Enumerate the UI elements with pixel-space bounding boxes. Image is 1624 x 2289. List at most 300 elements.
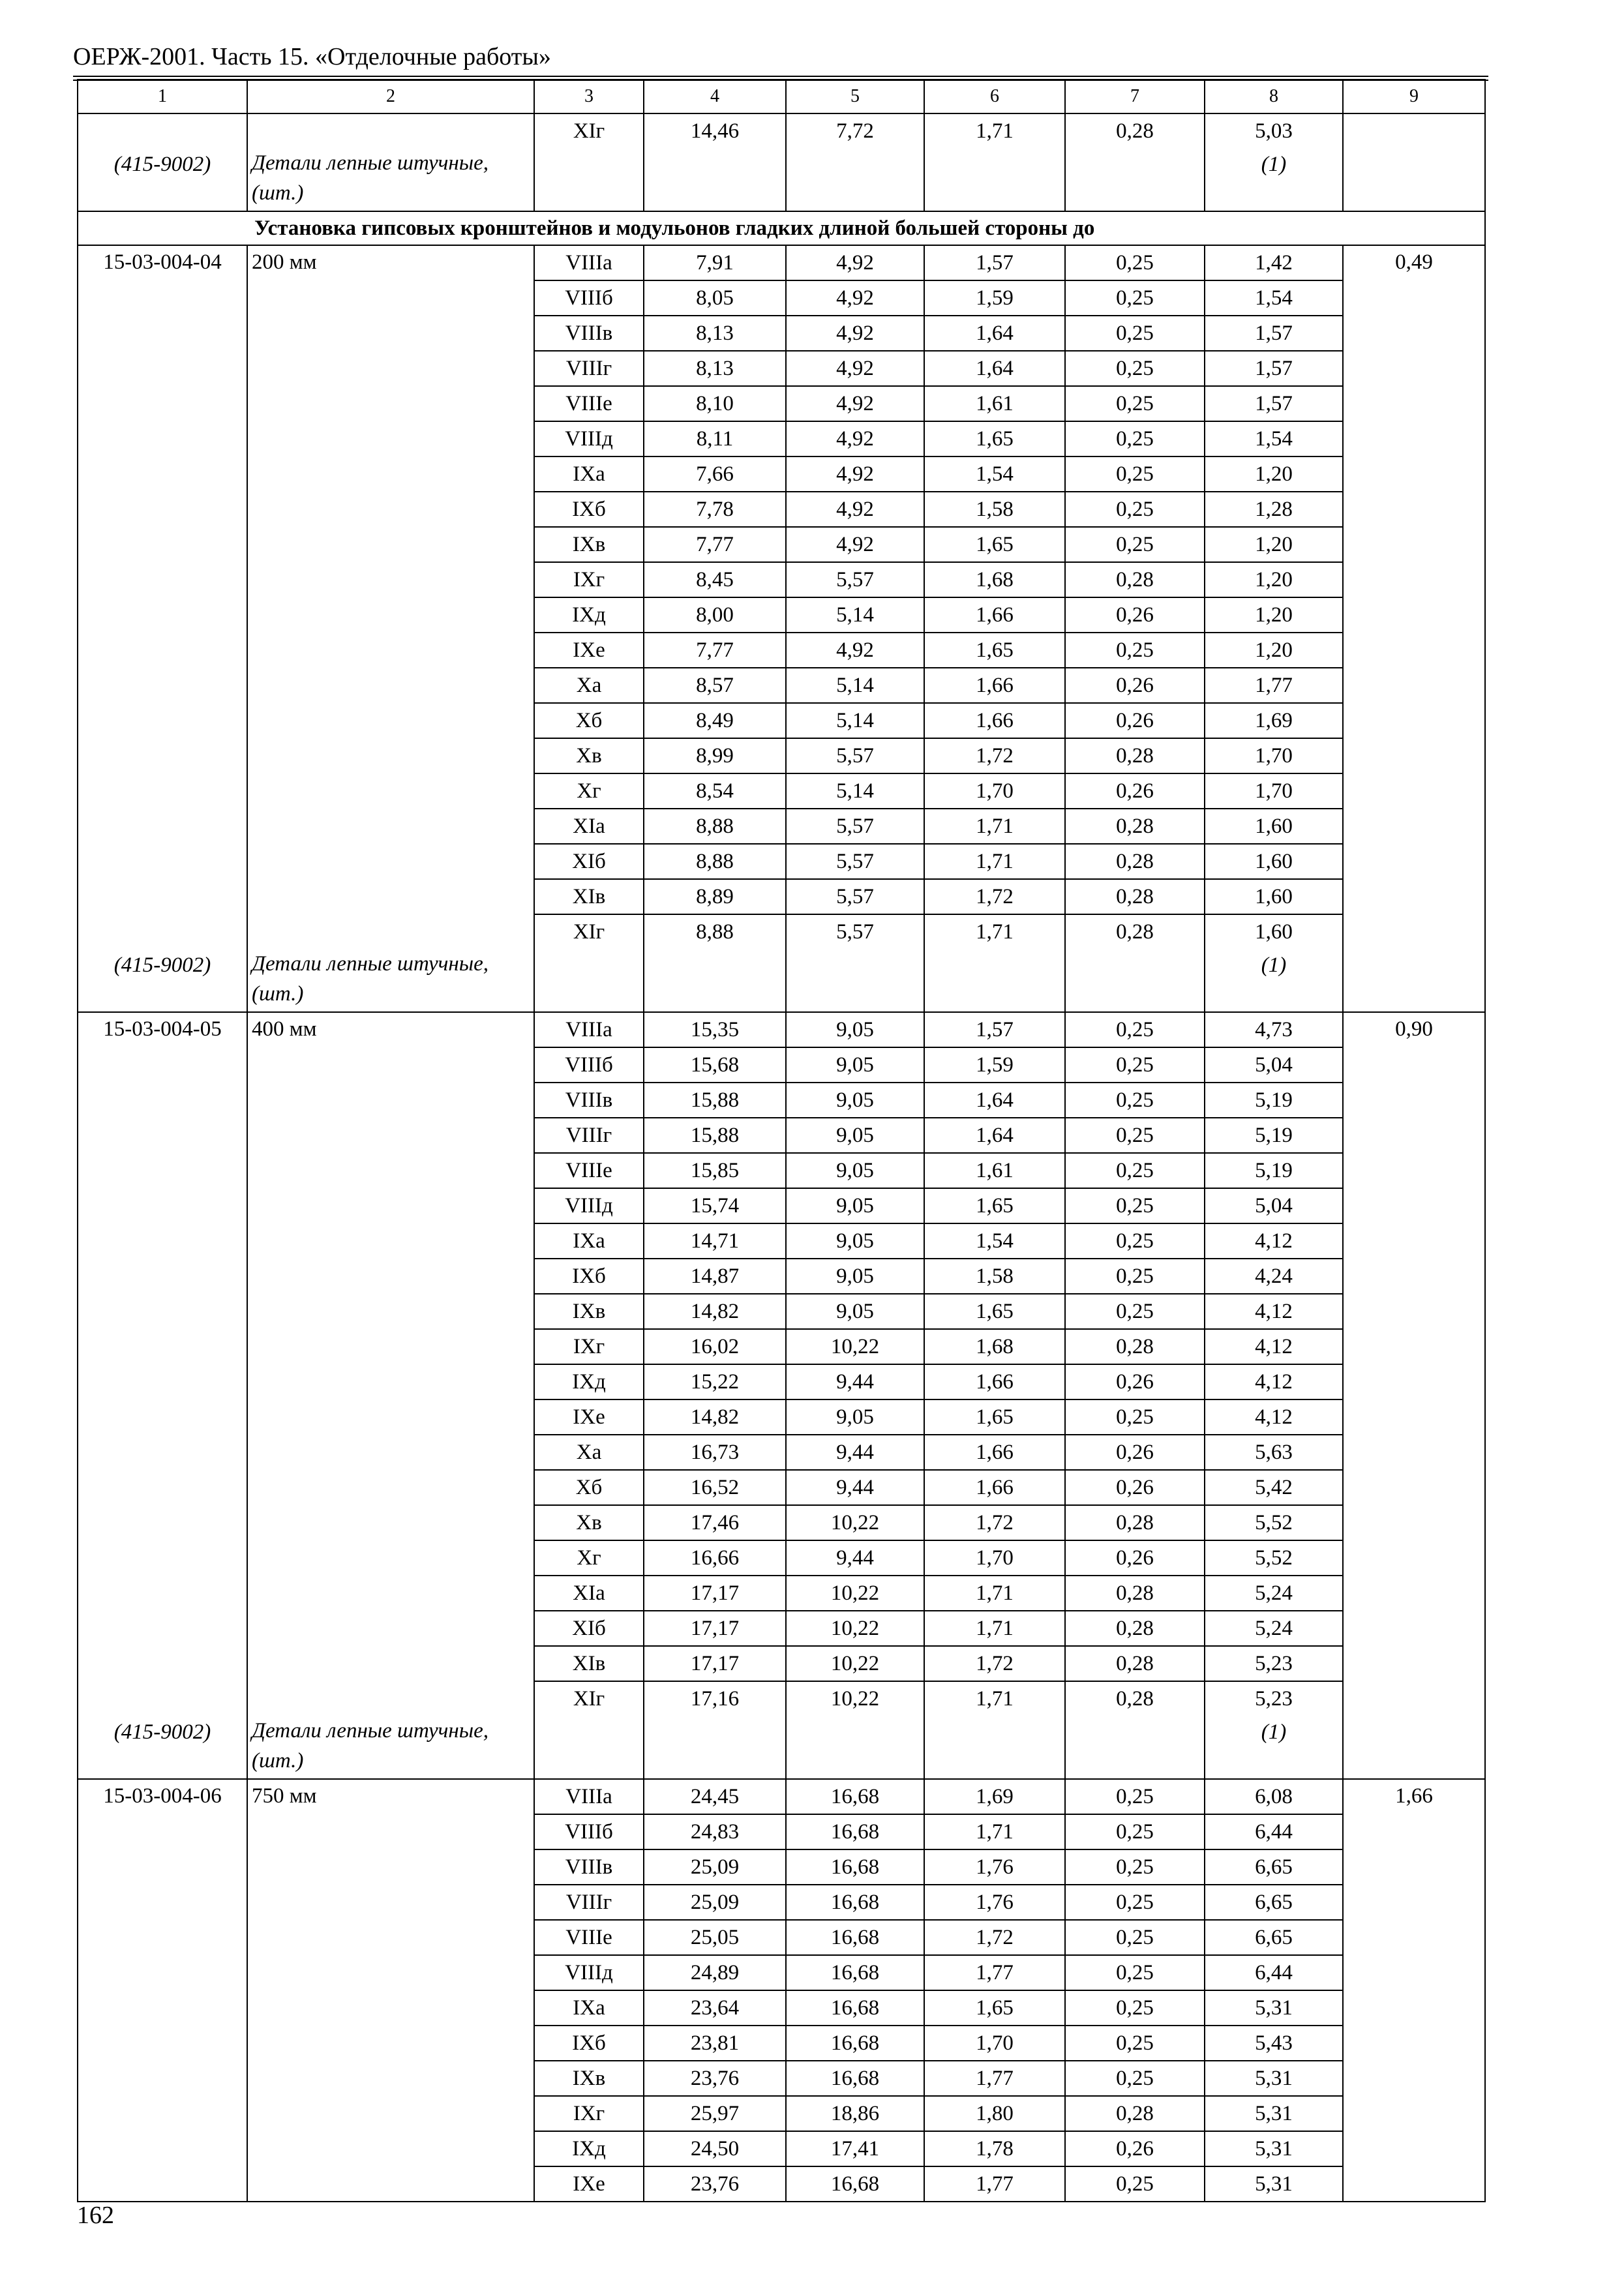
value-cell-7: 0,25 xyxy=(1065,492,1205,527)
value-cell-4: 25,97 xyxy=(644,2096,786,2131)
value-cell-7: 0,25 xyxy=(1065,1779,1205,1814)
column-number-row xyxy=(78,80,1485,113)
value-cell-7: 0,25 xyxy=(1065,1012,1205,1047)
value-cell-5: 5,57 xyxy=(786,914,924,949)
column-9-cell xyxy=(1343,703,1485,738)
value-cell-8: 5,31 xyxy=(1205,2096,1343,2131)
resource-note-row xyxy=(78,148,1485,211)
value-cell-8: 5,19 xyxy=(1205,1153,1343,1188)
value-cell-5: 10,22 xyxy=(786,1576,924,1611)
value-cell-7: 0,25 xyxy=(1065,1188,1205,1223)
table-row xyxy=(78,245,1485,280)
value-cell-5: 4,92 xyxy=(786,280,924,316)
value-cell-6: 1,71 xyxy=(924,914,1065,949)
value-cell-4: 8,05 xyxy=(644,280,786,316)
value-cell-6: 1,65 xyxy=(924,1399,1065,1435)
desc-cell xyxy=(247,1920,534,1955)
norm-description: 750 мм xyxy=(247,1779,534,1814)
value-cell-8: 6,65 xyxy=(1205,1885,1343,1920)
table-row xyxy=(78,879,1485,914)
zone-cell: Xб xyxy=(534,1470,644,1505)
value-cell-8: 1,57 xyxy=(1205,386,1343,421)
zone-cell: XIa xyxy=(534,1576,644,1611)
header-rule xyxy=(73,76,1488,77)
table-row xyxy=(78,1435,1485,1470)
desc-cell xyxy=(247,492,534,527)
value-cell-8: 5,04 xyxy=(1205,1188,1343,1223)
norm-code: 15-03-004-04 xyxy=(78,245,247,280)
table-row xyxy=(78,351,1485,386)
value-cell-6: 1,59 xyxy=(924,280,1065,316)
table-row xyxy=(78,1920,1485,1955)
table-row xyxy=(78,1955,1485,1990)
code-cell xyxy=(78,386,247,421)
table-row xyxy=(78,844,1485,879)
value-cell-8: 1,70 xyxy=(1205,738,1343,773)
desc-cell xyxy=(247,351,534,386)
value-cell-7: 0,25 xyxy=(1065,1259,1205,1294)
zone-cell: IXa xyxy=(534,1990,644,2026)
desc-cell xyxy=(247,280,534,316)
code-cell xyxy=(78,1990,247,2026)
value-cell-6: 1,78 xyxy=(924,2131,1065,2166)
zone-cell: VIIIг xyxy=(534,1885,644,1920)
table-row xyxy=(78,2096,1485,2131)
value-cell-4: 15,85 xyxy=(644,1153,786,1188)
empty-cell xyxy=(924,1716,1065,1779)
desc-cell xyxy=(247,1435,534,1470)
value-cell-5: 10,22 xyxy=(786,1329,924,1364)
table-row xyxy=(78,1118,1485,1153)
value-cell-6: 1,58 xyxy=(924,492,1065,527)
value-cell-4: 25,05 xyxy=(644,1920,786,1955)
value-cell-5: 5,57 xyxy=(786,809,924,844)
zone-cell: VIIIд xyxy=(534,421,644,456)
value-cell-5: 9,05 xyxy=(786,1083,924,1118)
column-9-cell xyxy=(1343,1294,1485,1329)
code-cell xyxy=(78,1470,247,1505)
table-row xyxy=(78,668,1485,703)
zone-cell: XIa xyxy=(534,809,644,844)
value-cell-5: 4,92 xyxy=(786,456,924,492)
value-cell-6: 1,72 xyxy=(924,1646,1065,1681)
column-9-cell xyxy=(1343,1223,1485,1259)
zone-cell: XIб xyxy=(534,844,644,879)
zone-cell: IXe xyxy=(534,1399,644,1435)
table-row xyxy=(78,1646,1485,1681)
column-9-cell xyxy=(1343,844,1485,879)
table-row xyxy=(78,1885,1485,1920)
code-cell xyxy=(78,1955,247,1990)
zone-cell: VIIIб xyxy=(534,280,644,316)
page-header xyxy=(73,39,1488,74)
desc-cell xyxy=(247,1294,534,1329)
desc-cell xyxy=(247,386,534,421)
zone-cell: Xг xyxy=(534,1540,644,1576)
column-9-cell xyxy=(1343,2166,1485,2202)
desc-cell xyxy=(247,738,534,773)
table-row xyxy=(78,316,1485,351)
value-cell-4: 14,46 xyxy=(644,113,786,148)
desc-cell xyxy=(247,1885,534,1920)
column-9-cell xyxy=(1343,2096,1485,2131)
value-cell-4: 24,45 xyxy=(644,1779,786,1814)
value-cell-4: 14,82 xyxy=(644,1294,786,1329)
desc-cell xyxy=(247,773,534,809)
value-cell-4: 16,02 xyxy=(644,1329,786,1364)
zone-cell: IXг xyxy=(534,562,644,597)
column-number: 1 xyxy=(78,80,247,113)
value-cell-5: 9,44 xyxy=(786,1435,924,1470)
value-cell-7: 0,28 xyxy=(1065,2096,1205,2131)
table-row xyxy=(78,1611,1485,1646)
value-cell-5: 16,68 xyxy=(786,2026,924,2061)
value-cell-8: 5,19 xyxy=(1205,1118,1343,1153)
value-cell-5: 4,92 xyxy=(786,316,924,351)
column-9-cell xyxy=(1343,668,1485,703)
zone-cell: VIIIд xyxy=(534,1188,644,1223)
value-cell-7: 0,28 xyxy=(1065,809,1205,844)
column-9-cell xyxy=(1343,1399,1485,1435)
value-cell-6: 1,65 xyxy=(924,1294,1065,1329)
value-cell-5: 9,05 xyxy=(786,1153,924,1188)
table-row xyxy=(78,456,1485,492)
table-row xyxy=(78,1153,1485,1188)
desc-cell xyxy=(247,421,534,456)
resource-quantity: (1) xyxy=(1205,949,1343,1012)
value-cell-7: 0,26 xyxy=(1065,597,1205,633)
resource-quantity: (1) xyxy=(1205,1716,1343,1779)
code-cell xyxy=(78,1611,247,1646)
value-cell-5: 16,68 xyxy=(786,1814,924,1849)
code-cell xyxy=(78,597,247,633)
column-number: 3 xyxy=(534,80,644,113)
code-cell xyxy=(78,316,247,351)
value-cell-5: 9,44 xyxy=(786,1540,924,1576)
zone-cell: Xa xyxy=(534,668,644,703)
empty-cell xyxy=(644,949,786,1012)
column-9-cell xyxy=(1343,2061,1485,2096)
column-9-cell xyxy=(1343,1259,1485,1294)
desc-cell xyxy=(247,2026,534,2061)
desc-cell xyxy=(247,1990,534,2026)
value-cell-8: 5,42 xyxy=(1205,1470,1343,1505)
value-cell-6: 1,70 xyxy=(924,1540,1065,1576)
zone-cell: Xг xyxy=(534,773,644,809)
value-cell-5: 5,57 xyxy=(786,844,924,879)
value-cell-5: 16,68 xyxy=(786,1885,924,1920)
column-9-cell xyxy=(1343,113,1485,148)
desc-cell xyxy=(247,1540,534,1576)
value-cell-6: 1,76 xyxy=(924,1885,1065,1920)
desc-cell xyxy=(247,1188,534,1223)
empty-cell xyxy=(1065,949,1205,1012)
value-cell-4: 17,16 xyxy=(644,1681,786,1716)
column-number: 8 xyxy=(1205,80,1343,113)
column-9-cell xyxy=(1343,527,1485,562)
value-cell-5: 10,22 xyxy=(786,1505,924,1540)
zone-cell: IXв xyxy=(534,2061,644,2096)
code-cell xyxy=(78,1920,247,1955)
value-cell-4: 23,76 xyxy=(644,2061,786,2096)
value-cell-8: 5,31 xyxy=(1205,2131,1343,2166)
table-body xyxy=(78,80,1485,2202)
value-cell-4: 16,66 xyxy=(644,1540,786,1576)
table-row xyxy=(78,492,1485,527)
value-cell-6: 1,61 xyxy=(924,1153,1065,1188)
value-cell-5: 9,05 xyxy=(786,1223,924,1259)
value-cell-8: 6,44 xyxy=(1205,1955,1343,1990)
zone-cell: VIIIe xyxy=(534,1153,644,1188)
code-cell xyxy=(78,2166,247,2202)
value-cell-6: 1,64 xyxy=(924,316,1065,351)
column-9-cell xyxy=(1343,1505,1485,1540)
zone-cell: Xa xyxy=(534,1435,644,1470)
code-cell xyxy=(78,844,247,879)
value-cell-7: 0,25 xyxy=(1065,245,1205,280)
value-cell-6: 1,58 xyxy=(924,1259,1065,1294)
code-cell xyxy=(78,1364,247,1399)
column-9-cell xyxy=(1343,879,1485,914)
column-number: 9 xyxy=(1343,80,1485,113)
value-cell-5: 5,57 xyxy=(786,879,924,914)
value-cell-4: 15,88 xyxy=(644,1083,786,1118)
value-cell-8: 4,12 xyxy=(1205,1329,1343,1364)
value-cell-5: 5,57 xyxy=(786,562,924,597)
code-cell xyxy=(78,421,247,456)
value-cell-8: 5,31 xyxy=(1205,2061,1343,2096)
zone-cell: VIIIг xyxy=(534,351,644,386)
value-cell-5: 9,05 xyxy=(786,1259,924,1294)
code-cell xyxy=(78,914,247,949)
desc-cell xyxy=(247,527,534,562)
code-cell xyxy=(78,1849,247,1885)
code-cell xyxy=(78,738,247,773)
code-cell xyxy=(78,633,247,668)
value-cell-4: 15,68 xyxy=(644,1047,786,1083)
table-row xyxy=(78,1083,1485,1118)
value-cell-6: 1,66 xyxy=(924,1435,1065,1470)
zone-cell: IXe xyxy=(534,633,644,668)
table-row xyxy=(78,1364,1485,1399)
value-cell-6: 1,54 xyxy=(924,456,1065,492)
value-cell-8: 1,20 xyxy=(1205,562,1343,597)
column-9-cell xyxy=(1343,386,1485,421)
column-number: 6 xyxy=(924,80,1065,113)
desc-cell xyxy=(247,1470,534,1505)
value-cell-5: 4,92 xyxy=(786,633,924,668)
column-9-cell xyxy=(1343,1576,1485,1611)
code-cell xyxy=(78,1540,247,1576)
column-9-cell xyxy=(1343,1955,1485,1990)
value-cell-4: 8,88 xyxy=(644,844,786,879)
value-cell-8: 6,65 xyxy=(1205,1849,1343,1885)
table-row xyxy=(78,280,1485,316)
code-cell xyxy=(78,773,247,809)
value-cell-6: 1,65 xyxy=(924,1188,1065,1223)
value-cell-4: 8,10 xyxy=(644,386,786,421)
empty-cell xyxy=(924,148,1065,211)
value-cell-6: 1,71 xyxy=(924,1814,1065,1849)
desc-cell xyxy=(247,597,534,633)
value-cell-4: 8,54 xyxy=(644,773,786,809)
value-cell-8: 1,20 xyxy=(1205,597,1343,633)
value-cell-6: 1,71 xyxy=(924,844,1065,879)
value-cell-7: 0,26 xyxy=(1065,1435,1205,1470)
desc-cell xyxy=(247,1399,534,1435)
section-title: Установка гипсовых кронштейнов и модульонов гладких длиной большей стороны до xyxy=(78,211,1485,245)
value-cell-5: 5,14 xyxy=(786,597,924,633)
desc-cell xyxy=(247,2131,534,2166)
value-cell-4: 16,73 xyxy=(644,1435,786,1470)
value-cell-5: 16,68 xyxy=(786,1955,924,1990)
column-9-cell xyxy=(1343,1153,1485,1188)
value-cell-5: 9,05 xyxy=(786,1399,924,1435)
value-cell-6: 1,71 xyxy=(924,113,1065,148)
empty-cell xyxy=(534,1716,644,1779)
value-cell-8: 1,60 xyxy=(1205,914,1343,949)
value-cell-7: 0,28 xyxy=(1065,1646,1205,1681)
column-9-cell xyxy=(1343,456,1485,492)
zone-cell: VIIIв xyxy=(534,316,644,351)
code-cell xyxy=(78,1047,247,1083)
value-cell-5: 16,68 xyxy=(786,1990,924,2026)
table-row xyxy=(78,2061,1485,2096)
desc-cell xyxy=(247,316,534,351)
column-9-cell xyxy=(1343,1849,1485,1885)
value-cell-6: 1,66 xyxy=(924,668,1065,703)
desc-cell xyxy=(247,879,534,914)
value-cell-6: 1,61 xyxy=(924,386,1065,421)
value-cell-5: 9,05 xyxy=(786,1012,924,1047)
value-cell-7: 0,25 xyxy=(1065,316,1205,351)
zone-cell: VIIIд xyxy=(534,1955,644,1990)
value-cell-6: 1,66 xyxy=(924,1470,1065,1505)
value-cell-7: 0,25 xyxy=(1065,280,1205,316)
value-cell-8: 1,57 xyxy=(1205,316,1343,351)
value-cell-6: 1,70 xyxy=(924,773,1065,809)
value-cell-4: 7,78 xyxy=(644,492,786,527)
column-9-cell xyxy=(1343,1540,1485,1576)
zone-cell: IXг xyxy=(534,2096,644,2131)
value-cell-5: 9,05 xyxy=(786,1047,924,1083)
value-cell-7: 0,25 xyxy=(1065,1047,1205,1083)
column-9-cell xyxy=(1343,1364,1485,1399)
desc-cell xyxy=(247,809,534,844)
code-cell xyxy=(78,668,247,703)
value-cell-8: 5,03 xyxy=(1205,113,1343,148)
column-9-cell xyxy=(1343,316,1485,351)
zone-cell: VIIIa xyxy=(534,1779,644,1814)
desc-cell xyxy=(247,1646,534,1681)
code-cell xyxy=(78,492,247,527)
value-cell-7: 0,25 xyxy=(1065,1118,1205,1153)
value-cell-8: 1,77 xyxy=(1205,668,1343,703)
resource-code: (415-9002) xyxy=(78,1716,247,1779)
value-cell-5: 5,14 xyxy=(786,668,924,703)
desc-cell xyxy=(247,562,534,597)
desc-cell xyxy=(247,1153,534,1188)
table-row xyxy=(78,1681,1485,1716)
value-cell-6: 1,64 xyxy=(924,1083,1065,1118)
value-cell-8: 4,12 xyxy=(1205,1294,1343,1329)
code-cell xyxy=(78,2061,247,2096)
value-cell-5: 4,92 xyxy=(786,527,924,562)
column-9-value: 0,90 xyxy=(1343,1012,1485,1047)
value-cell-7: 0,25 xyxy=(1065,351,1205,386)
column-number: 2 xyxy=(247,80,534,113)
column-9-cell xyxy=(1343,1188,1485,1223)
table-row xyxy=(78,1576,1485,1611)
value-cell-4: 8,88 xyxy=(644,809,786,844)
zone-cell: Xб xyxy=(534,703,644,738)
code-cell xyxy=(78,2096,247,2131)
value-cell-4: 8,49 xyxy=(644,703,786,738)
value-cell-6: 1,72 xyxy=(924,1920,1065,1955)
zone-cell: VIIIб xyxy=(534,1814,644,1849)
column-number: 4 xyxy=(644,80,786,113)
value-cell-4: 24,89 xyxy=(644,1955,786,1990)
resource-quantity: (1) xyxy=(1205,148,1343,211)
value-cell-6: 1,57 xyxy=(924,245,1065,280)
value-cell-7: 0,25 xyxy=(1065,1814,1205,1849)
value-cell-8: 4,12 xyxy=(1205,1364,1343,1399)
value-cell-7: 0,25 xyxy=(1065,633,1205,668)
value-cell-5: 9,44 xyxy=(786,1470,924,1505)
column-9-value: 0,49 xyxy=(1343,245,1485,280)
table-row xyxy=(78,1047,1485,1083)
value-cell-4: 7,66 xyxy=(644,456,786,492)
column-9-cell xyxy=(1343,1118,1485,1153)
value-cell-7: 0,25 xyxy=(1065,1849,1205,1885)
value-cell-8: 5,43 xyxy=(1205,2026,1343,2061)
zone-cell: Xв xyxy=(534,738,644,773)
value-cell-6: 1,72 xyxy=(924,738,1065,773)
desc-cell xyxy=(247,2061,534,2096)
table-row xyxy=(78,1470,1485,1505)
desc-cell xyxy=(247,1083,534,1118)
value-cell-6: 1,64 xyxy=(924,351,1065,386)
value-cell-7: 0,28 xyxy=(1065,879,1205,914)
desc-cell xyxy=(247,1364,534,1399)
value-cell-5: 5,14 xyxy=(786,773,924,809)
desc-cell xyxy=(247,1955,534,1990)
value-cell-6: 1,70 xyxy=(924,2026,1065,2061)
value-cell-7: 0,26 xyxy=(1065,668,1205,703)
value-cell-8: 1,69 xyxy=(1205,703,1343,738)
desc-cell xyxy=(247,914,534,949)
value-cell-4: 8,11 xyxy=(644,421,786,456)
table-row xyxy=(78,1012,1485,1047)
desc-cell xyxy=(247,1681,534,1716)
table-row xyxy=(78,386,1485,421)
value-cell-8: 5,31 xyxy=(1205,2166,1343,2202)
value-cell-7: 0,25 xyxy=(1065,456,1205,492)
value-cell-7: 0,28 xyxy=(1065,113,1205,148)
value-cell-4: 14,87 xyxy=(644,1259,786,1294)
table-row xyxy=(78,738,1485,773)
desc-cell xyxy=(247,1047,534,1083)
code-cell xyxy=(78,1329,247,1364)
value-cell-7: 0,28 xyxy=(1065,562,1205,597)
value-cell-5: 5,14 xyxy=(786,703,924,738)
value-cell-8: 1,42 xyxy=(1205,245,1343,280)
value-cell-7: 0,25 xyxy=(1065,2061,1205,2096)
value-cell-6: 1,66 xyxy=(924,597,1065,633)
code-cell xyxy=(78,1814,247,1849)
column-9-cell xyxy=(1343,562,1485,597)
code-cell xyxy=(78,113,247,148)
